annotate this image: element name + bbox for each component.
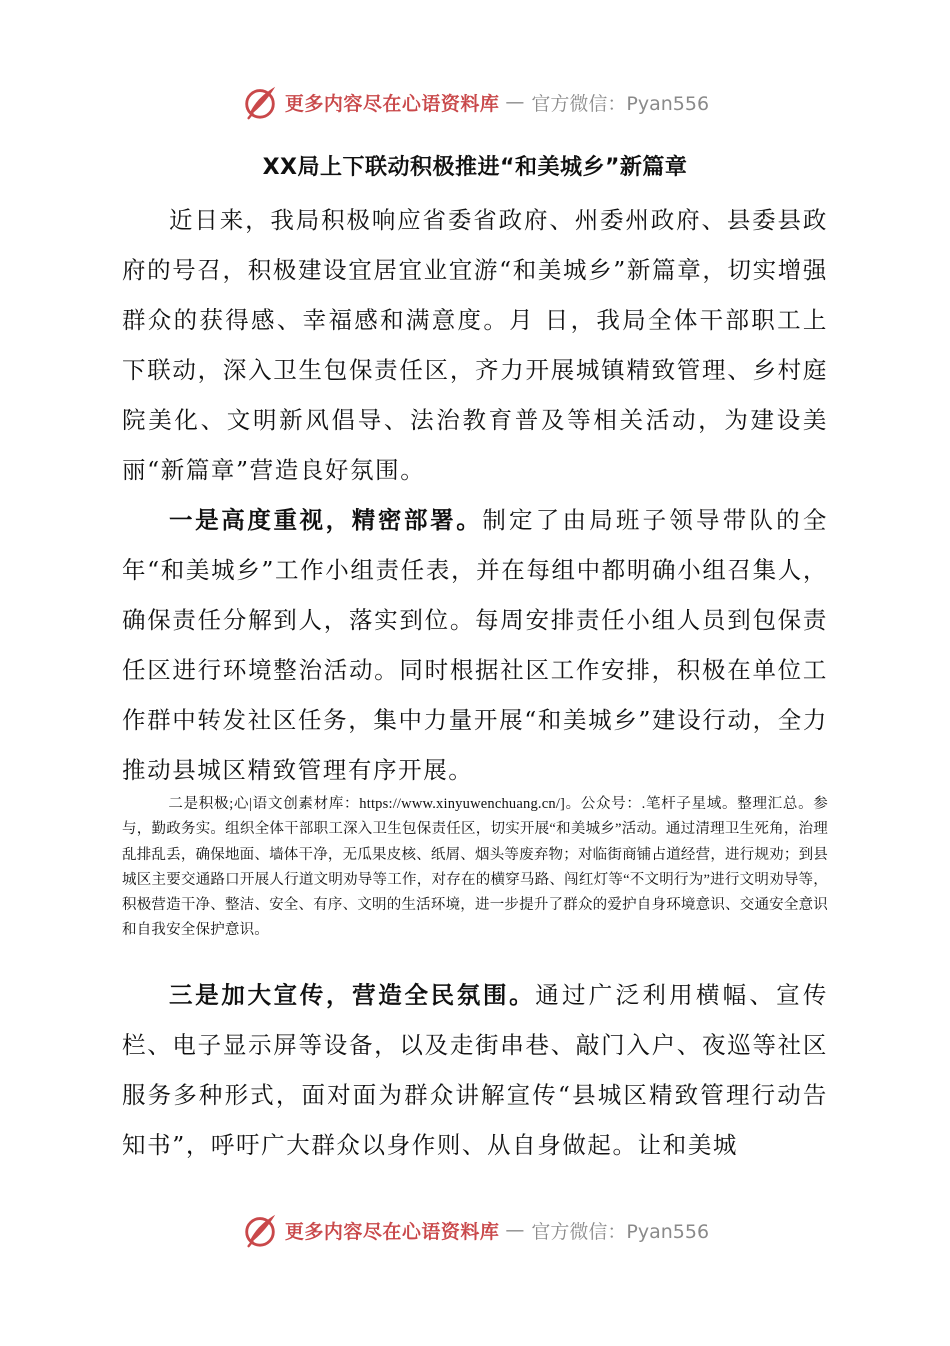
paragraph-section-2 [122, 792, 828, 944]
paragraph-intro [122, 195, 828, 495]
footer-banner [0, 1210, 950, 1250]
paragraph-section-1-body [122, 495, 828, 795]
quill-pen-logo-icon [241, 83, 279, 121]
banner-separator: — [505, 91, 526, 113]
header-banner [0, 82, 950, 122]
banner-separator: — [505, 1219, 526, 1241]
document-title: XX局上下联动积极推进“和美城乡”新篇章 [262, 155, 688, 180]
paragraph-intro-text: 近日来，我局积极响应省委省政府、州委州政府、县委县政府的号召，积极建设宜居宜业宜游“和美城乡”新篇章，切实增强群众的获得感、幸福感和满意度。月 日，我局全体干部职工上下联动，深入卫生包保责任区，齐力开展城镇精致管理、乡村庭院美化、文明新风倡导、法治教育普及等相关活动，为建设美丽“新篇章”营造良好氛围。 [122, 206, 828, 484]
paragraph-section-3-text: 通过广泛利用横幅、宣传栏、电子显示屏等设备，以及走街串巷、敲门入户、夜巡等社区服务多种形式，面对面为群众讲解宣传“县城区精致管理行动告知书”，呼吁广大群众以身作则、从自身做起。让和美城 [122, 981, 829, 1159]
banner-site-name: 更多内容尽在心语资料库 [284, 1220, 500, 1243]
paragraph-section-2-text: 二是积极;心|语文创素材库：https://www.xinyuwenchuang.cn/]。公众号：.笔杆子星域。整理汇总。参与，勤政务实。组织全体干部职工深入卫生包保责任区，切实开展“和美城乡”活动。通过清理卫生死角，治理乱排乱丢，确保地面、墙体干净，无瓜果皮核、纸屑、烟头等废弃物；对临街商铺占道经营，进行规劝；到县城区主要交通路口开展人行道文明劝导等工作，对存在的横穿马路、闯红灯等“不文明行为”进行文明劝导等，积极营造干净、整洁、安全、有序、文明的生活环境，进一步提升了群众的爱护自身环境意识、交通安全意识和自我安全保护意识。 [122, 796, 828, 939]
quill-pen-logo-icon [241, 1211, 279, 1249]
banner-site-name: 更多内容尽在心语资料库 [284, 92, 500, 115]
paragraph-section-3 [122, 970, 828, 1170]
paragraph-section-1-lead: 一是高度重视，精密部署。 [169, 506, 483, 534]
banner-wechat-id: 官方微信：Pyan556 [531, 92, 710, 115]
banner-wechat-id: 官方微信：Pyan556 [531, 1220, 710, 1243]
paragraph-section-1-text: 制定了由局班子领导带队的全年“和美城乡”工作小组责任表，并在每组中都明确小组召集人，确保责任分解到人，落实到位。每周安排责任小组人员到包保责任区进行环境整治活动。同时根据社区工作安排，积极在单位工作群中转发社区任务，集中力量开展“和美城乡”建设行动，全力推动县城区精致管理有序开展。 [122, 506, 828, 784]
paragraph-section-3-lead: 三是加大宣传，营造全民氛围。 [169, 981, 536, 1009]
paragraph-section-3-body [122, 970, 828, 1170]
paragraph-section-1 [122, 495, 828, 795]
